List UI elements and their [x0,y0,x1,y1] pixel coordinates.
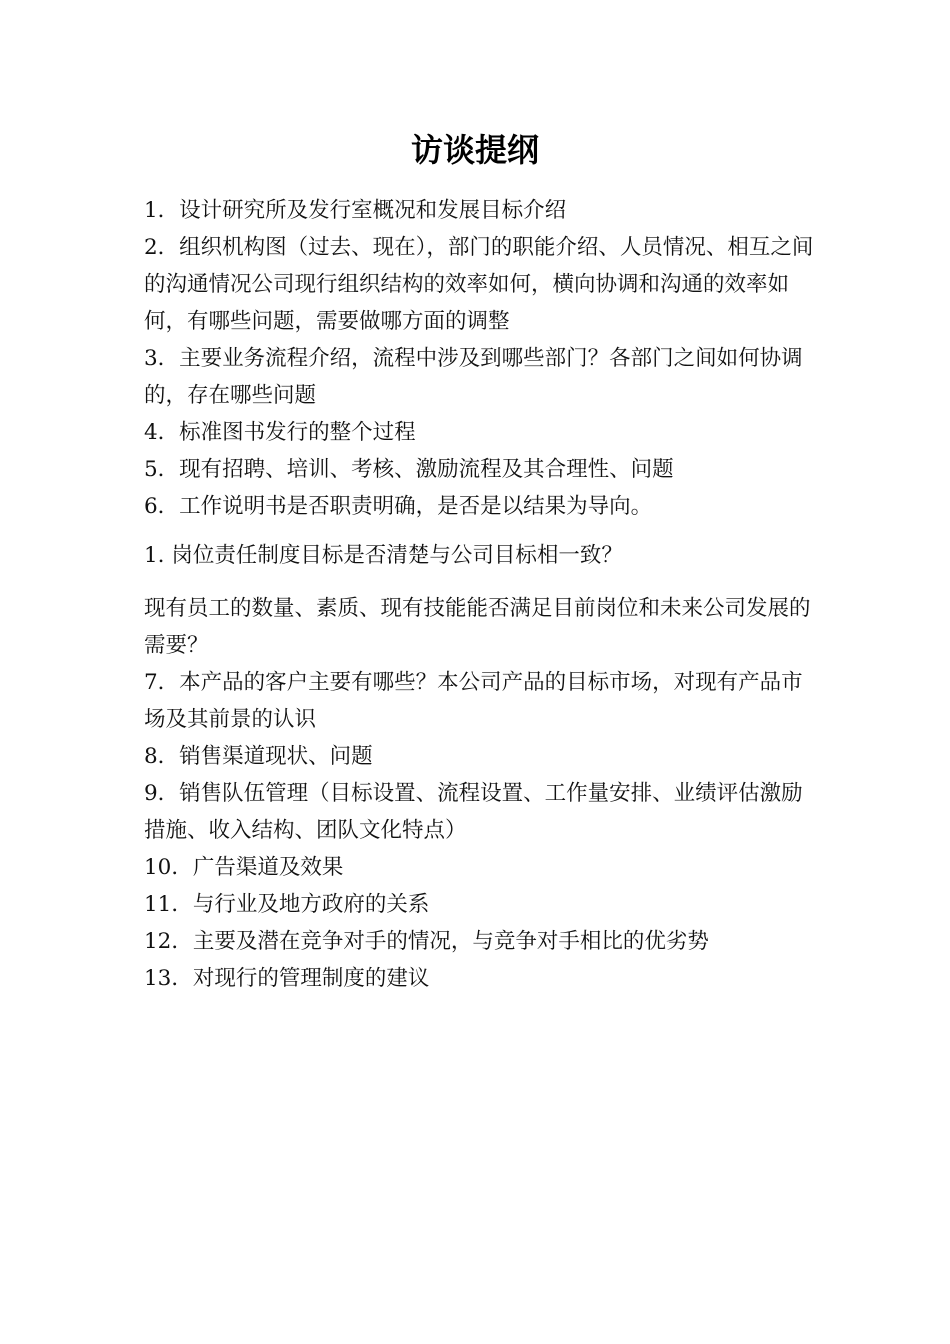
outline-item-1: 1．设计研究所及发行室概况和发展目标介绍 [144,198,567,223]
outline-item-5: 5．现有招聘、培训、考核、激励流程及其合理性、问题 [144,457,674,482]
outline-item-3: 3．主要业务流程介绍，流程中涉及到哪些部门？各部门之间如何协调的，存在哪些问题 [144,346,803,408]
outline-item-7: 7．本产品的客户主要有哪些？本公司产品的目标市场，对现有产品市场及其前景的认识 [144,670,803,732]
outline-item-4: 4．标准图书发行的整个过程 [144,420,416,445]
outline-item-13: 13．对现行的管理制度的建议 [144,966,430,991]
outline-list [144,192,816,997]
outline-item-6: 6．工作说明书是否职责明确，是否是以结果为导向。 [144,494,653,519]
document-title: 访谈提纲 [410,131,539,169]
outline-subitem-1: 1. 岗位责任制度目标是否清楚与公司目标相一致？ [144,543,623,568]
outline-item-12: 12．主要及潜在竞争对手的情况，与竞争对手相比的优劣势 [144,929,709,954]
outline-subitem-note: 现有员工的数量、素质、现有技能能否满足目前岗位和未来公司发展的需要？ [144,596,811,658]
outline-item-2: 2．组织机构图（过去、现在），部门的职能介绍、人员情况、相互之间的沟通情况公司现行组织结构的效率如何，横向协调和沟通的效率如何，有哪些问题，需要做哪方面的调整 [144,235,814,334]
outline-item-9: 9．销售队伍管理（目标设置、流程设置、工作量安排、业绩评估激励措施、收入结构、团队文化特点） [144,781,803,843]
outline-item-8: 8．销售渠道现状、问题 [144,744,373,769]
outline-item-10: 10．广告渠道及效果 [144,855,344,880]
outline-item-11: 11．与行业及地方政府的关系 [144,892,430,917]
